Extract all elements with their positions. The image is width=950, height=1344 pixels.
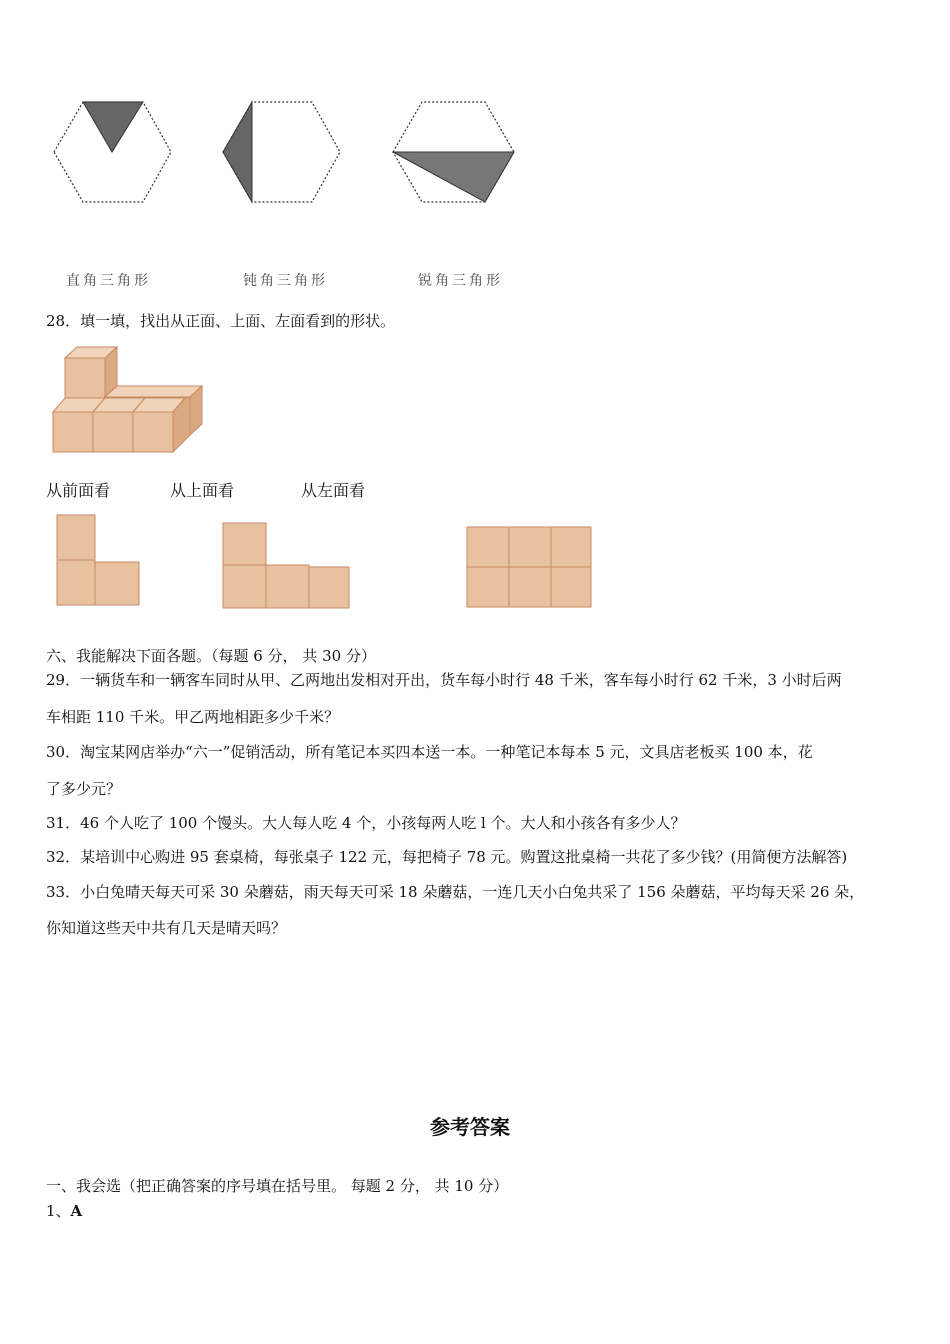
hexagon-label-obtuse: 钝角三角形 (243, 273, 328, 289)
answer-1-value: A (70, 1202, 83, 1220)
view-label-front: 从前面看 (46, 481, 111, 500)
hexagon-right-triangle-figure (50, 98, 175, 208)
view-label-left: 从左面看 (301, 481, 366, 500)
front-view-shape (56, 514, 142, 608)
q33-line2: 你知道这些天中共有几天是晴天吗？ (46, 919, 287, 937)
section6-heading: 六、我能解决下面各题。（每题 6 分， 共 30 分） (46, 647, 376, 665)
top-view-shape (222, 522, 352, 610)
q30-line1: 30．淘宝某网店举办“六一”促销活动，所有笔记本买四本送一本。一种笔记本每本 5 元，文具店老板买 100 本，花 (46, 743, 813, 761)
answer-1 (46, 1201, 82, 1221)
hexagon-acute-triangle-figure (389, 98, 519, 208)
left-view-shape (466, 526, 594, 610)
q30-line2: 了多少元？ (46, 780, 122, 798)
answers-title: 参考答案 (430, 1115, 510, 1139)
q32: 32．某培训中心购进 95 套桌椅，每张桌子 122 元，每把椅子 78 元。购置这批桌椅一共花了多少钱？(用简便方法解答) (46, 848, 848, 866)
q28-prompt: 28．填一填，找出从正面、上面、左面看到的形状。 (46, 312, 396, 330)
q33-line1: 33．小白兔晴天每天可采 30 朵蘑菇，雨天每天可采 18 朵蘑菇，一连几天小白兔共采了 156 朵蘑菇，平均每天采 26 朵， (46, 883, 865, 901)
hexagon-label-acute: 锐角三角形 (418, 273, 503, 289)
answers-section1-heading: 一、我会选（把正确答案的序号填在括号里。 每题 2 分， 共 10 分） (46, 1177, 509, 1195)
hexagon-label-right: 直角三角形 (66, 273, 151, 289)
q29-line1: 29．一辆货车和一辆客车同时从甲、乙两地出发相对开出，货车每小时行 48 千米，客车每小时行 62 千米，3 小时后两 (46, 671, 842, 689)
q31: 31．46 个人吃了 100 个馒头。大人每人吃 4 个，小孩每两人吃 l 个。大人和小孩各有多少人？ (46, 814, 686, 832)
hexagon-obtuse-triangle-figure (219, 98, 344, 208)
answer-1-prefix: 1、 (46, 1202, 71, 1220)
cube-stack-figure (50, 344, 210, 459)
view-label-top: 从上面看 (170, 481, 235, 500)
q29-line2: 车相距 110 千米。甲乙两地相距多少千米？ (46, 708, 340, 726)
